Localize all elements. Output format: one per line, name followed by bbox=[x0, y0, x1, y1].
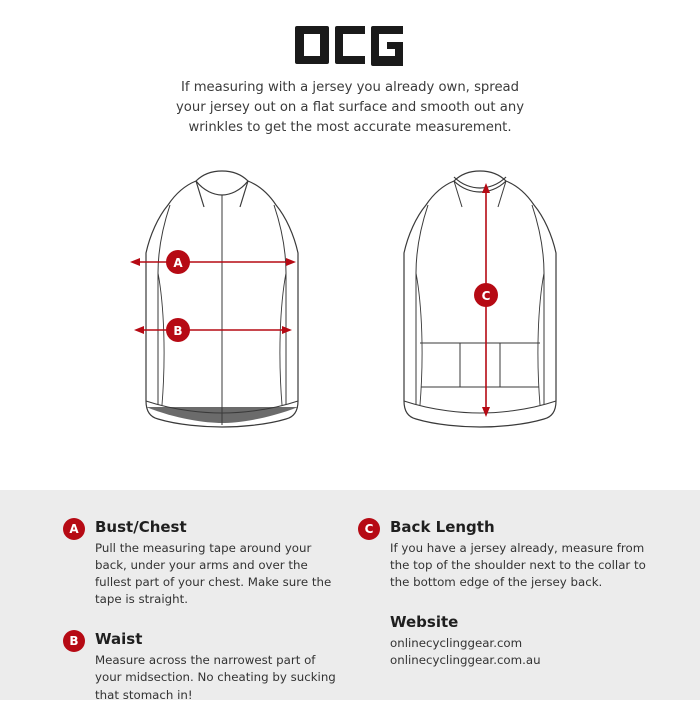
legend-entry-waist bbox=[63, 630, 343, 703]
legend-panel bbox=[0, 490, 700, 700]
brand-logo bbox=[0, 22, 700, 68]
legend-badge-c: C bbox=[358, 518, 380, 540]
intro-text: If measuring with a jersey you already own, spread your jersey out on a flat surface and smooth out any wrinkles to get the most accurate measurement. bbox=[176, 80, 524, 135]
legend-badge-b: B bbox=[63, 630, 85, 652]
legend-title-waist: Waist bbox=[95, 630, 143, 649]
legend-entry-bust-chest bbox=[63, 518, 343, 608]
cycling-vest-front bbox=[146, 171, 298, 427]
legend-title-back-length: Back Length bbox=[390, 518, 495, 536]
marker-c bbox=[474, 283, 498, 307]
legend-column-right bbox=[358, 518, 648, 691]
garment-diagrams bbox=[0, 155, 700, 485]
marker-b bbox=[166, 318, 190, 342]
legend-description-waist: Measure across the narrowest part of your midsection. No cheating by sucking that stomach in! bbox=[95, 653, 336, 702]
legend-title-bust-chest: Bust/Chest bbox=[95, 518, 187, 536]
front-measurement-lines bbox=[130, 258, 296, 334]
marker-c-label: C bbox=[481, 289, 491, 303]
legend-description-back-length: If you have a jersey already, measure from the top of the shoulder next to the collar to the bottom edge of the jersey back. bbox=[390, 541, 646, 590]
legend-description-bust-chest: Pull the measuring tape around your back, under your arms and over the fullest part of your chest. Make sure the tape is straight. bbox=[95, 541, 332, 607]
legend-entry-website bbox=[358, 613, 648, 669]
ocg-logo-icon bbox=[295, 22, 405, 68]
marker-a-label: A bbox=[173, 256, 183, 270]
legend-column-left bbox=[63, 518, 343, 726]
vest-diagram-svg bbox=[0, 155, 700, 485]
website-link-com-au[interactable]: onlinecyclinggear.com.au bbox=[390, 653, 541, 668]
website-link-list bbox=[390, 635, 648, 669]
legend-entry-back-length bbox=[358, 518, 648, 591]
legend-title-website: Website bbox=[390, 613, 459, 632]
marker-b-label: B bbox=[173, 324, 183, 338]
marker-a bbox=[166, 250, 190, 274]
website-link-com[interactable]: onlinecyclinggear.com bbox=[390, 636, 523, 651]
legend-badge-a: A bbox=[63, 518, 85, 540]
